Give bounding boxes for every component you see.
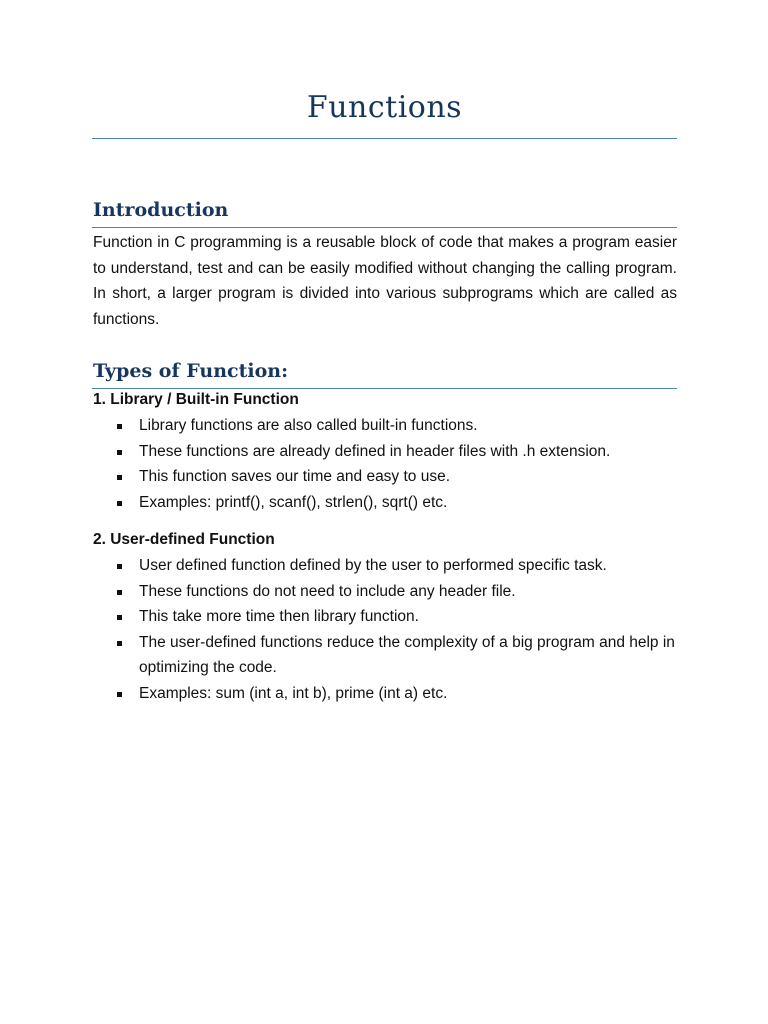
list-item: [92, 464, 677, 490]
list-item-text: The user-defined functions reduce the complexity of a big program and help in optimizing the code.: [139, 633, 675, 676]
square-bullet-icon: [117, 475, 122, 480]
list-item-text: Library functions are also called built-in functions.: [139, 417, 478, 434]
introduction-heading: Introduction: [92, 197, 677, 228]
list-item-text: These functions do not need to include any header file.: [139, 582, 516, 600]
square-bullet-icon: [117, 615, 122, 620]
list-item: [92, 630, 677, 681]
list-item: [92, 490, 677, 516]
title-divider: [92, 138, 677, 139]
list-item-text: User defined function defined by the user to performed specific task.: [139, 557, 607, 574]
library-function-list: [92, 413, 677, 515]
list-item: [92, 439, 677, 465]
list-item-text: This function saves our time and easy to use.: [139, 468, 451, 485]
square-bullet-icon: [117, 424, 122, 429]
list-item: [92, 413, 677, 439]
document-page: [92, 0, 677, 706]
list-item-text: Examples: printf(), scanf(), strlen(), sqrt() etc.: [139, 493, 448, 511]
library-function-heading: 1. Library / Built-in Function: [93, 391, 299, 408]
square-bullet-icon: [117, 692, 122, 697]
types-of-function-heading: Types of Function:: [92, 358, 677, 389]
list-item: [92, 681, 677, 707]
list-item: [92, 579, 677, 605]
square-bullet-icon: [117, 641, 122, 646]
list-item-text: Examples: sum (int a, int b), prime (int a) etc.: [139, 684, 448, 702]
user-defined-function-list: [92, 553, 677, 706]
square-bullet-icon: [117, 450, 122, 455]
list-item: [92, 604, 677, 630]
list-item: [92, 553, 677, 579]
square-bullet-icon: [117, 590, 122, 595]
square-bullet-icon: [117, 501, 122, 506]
list-item-text: These functions are already defined in header files with .h extension.: [139, 442, 611, 460]
list-item-text: This take more time then library function.: [139, 608, 419, 625]
square-bullet-icon: [117, 564, 122, 569]
user-defined-function-heading: 2. User-defined Function: [93, 531, 275, 548]
introduction-paragraph: Function in C programming is a reusable block of code that makes a program easier to understand, test and can be easily modified without changing the calling program. In short, a larger program is divided into various subprograms which are called as functions.: [93, 234, 677, 328]
page-title: Functions: [306, 90, 463, 125]
